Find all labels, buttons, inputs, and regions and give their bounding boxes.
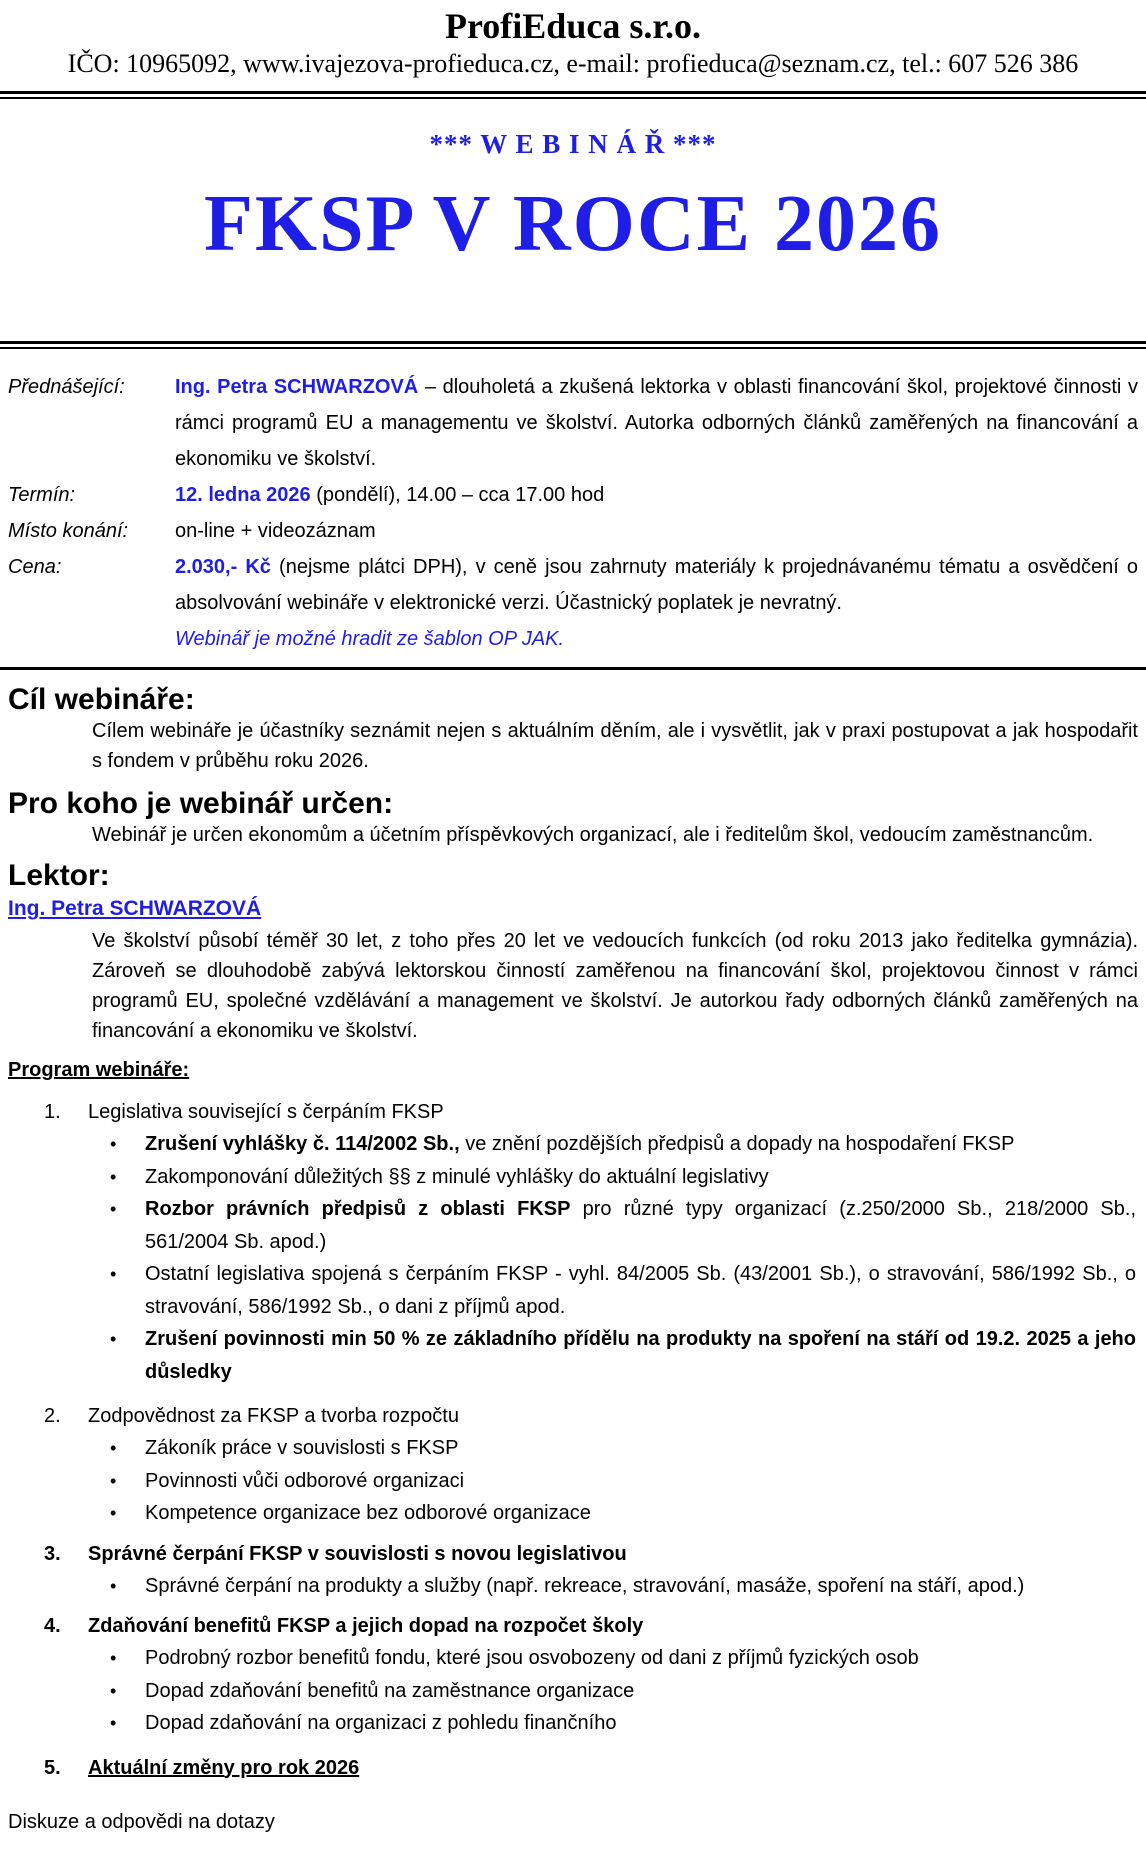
program-item-2-head <box>8 1400 1138 1432</box>
place-value: on-line + videozáznam <box>175 520 376 542</box>
bullet-text-bold: Zrušení vyhlášky č. 114/2002 Sb., <box>145 1133 460 1155</box>
info-row-price <box>8 549 1138 657</box>
item-title: Správné čerpání FKSP v souvislosti s novou legislativou <box>88 1542 627 1565</box>
bullet-text-rest: Ostatní legislativa spojená s čerpáním FKSP - vyhl. 84/2005 Sb. (43/2001 Sb.), o stravování, 586/1992 Sb., o stravování, 586/1992 Sb., o dani z příjmů apod. <box>145 1263 1136 1318</box>
bullet-dot-icon: • <box>110 1503 117 1523</box>
bullet-item <box>8 1642 1138 1675</box>
bullet-dot-icon: • <box>110 1199 117 1219</box>
program-item-5 <box>8 1752 1138 1784</box>
contact-line: IČO: 10965092, www.ivajezova-profieduca.cz, e-mail: profieduca@seznam.cz, tel.: 607 526 386 <box>67 49 1079 78</box>
bullet-dot-icon: • <box>110 1264 117 1284</box>
closing-line: Diskuze a odpovědi na dotazy <box>8 1810 275 1833</box>
bullet-text <box>145 1323 1136 1388</box>
bullet-text-bold: Rozbor právních předpisů z oblasti FKSP <box>145 1198 571 1220</box>
program-item-3-head <box>8 1538 1138 1570</box>
item-number: 5. <box>44 1756 61 1779</box>
bullet-item <box>8 1675 1138 1708</box>
bullet-text-rest: Zakomponování důležitých §§ z minulé vyhlášky do aktuální legislativy <box>145 1165 769 1188</box>
price-value <box>175 549 1138 621</box>
date-details: (pondělí), 14.00 – cca 17.00 hod <box>310 484 605 506</box>
header-divider <box>0 91 1146 99</box>
date-label: Termín: <box>8 484 76 506</box>
program-item-2-bullets <box>8 1432 1138 1530</box>
bullet-item <box>8 1161 1138 1194</box>
item-title: Zodpovědnost za FKSP a tvorba rozpočtu <box>88 1405 459 1427</box>
bullet-text-bold: Zrušení povinnosti min 50 % ze základního přídělu na produkty na spoření na stáří od 19.2. 2025 a jeho důsledky <box>145 1328 1136 1383</box>
program-heading: Program webináře: <box>8 1059 190 1081</box>
section-audience <box>8 787 1138 850</box>
bullet-item <box>8 1323 1138 1388</box>
bullet-text <box>145 1707 1136 1740</box>
program-item-4-head <box>8 1610 1138 1642</box>
bullet-item <box>8 1465 1138 1498</box>
document-header <box>8 6 1138 82</box>
program-item-2 <box>8 1400 1138 1530</box>
company-name: ProfiEduca s.r.o. <box>444 6 702 46</box>
document-title: FKSP V ROCE 2026 <box>203 180 943 268</box>
bullet-text-rest: Správné čerpání na produkty a služby (např. rekreace, stravování, masáže, spoření na stáří, apod.) <box>145 1574 1025 1597</box>
bullet-text <box>145 1193 1136 1258</box>
date-highlight: 12. ledna 2026 <box>175 484 311 506</box>
bullet-text <box>145 1570 1136 1603</box>
lecturer-label: Přednášející: <box>8 376 125 398</box>
program-item-1-head <box>8 1096 1138 1128</box>
lecturer-description: – dlouholetá a zkušená lektorka v oblasti financování škol, projektové činnosti v rámci programů EU a managementu ve školství. Autorka odborných článků zaměřených na financování a ekonomiku ve školství. <box>175 376 1138 470</box>
program-item-4-bullets <box>8 1642 1138 1740</box>
bullet-text <box>145 1128 1136 1161</box>
program-item-5-head <box>8 1752 1138 1784</box>
table-divider <box>0 667 1146 670</box>
audience-heading: Pro koho je webinář určen: <box>8 787 394 820</box>
bullet-item <box>8 1432 1138 1465</box>
item-number: 2. <box>44 1405 61 1427</box>
bullet-item <box>8 1570 1138 1603</box>
price-label: Cena: <box>8 556 62 578</box>
program-item-4 <box>8 1610 1138 1740</box>
lecturer-heading: Lektor: <box>8 859 110 892</box>
bullet-text-rest: Povinnosti vůči odborové organizaci <box>145 1469 465 1492</box>
bullet-text-rest: pro různé typy organizací (z.250/2000 Sb., 218/2000 Sb., 561/2004 Sb. apod.) <box>145 1198 1136 1253</box>
price-cell <box>175 549 1138 657</box>
bullet-dot-icon: • <box>110 1648 117 1668</box>
bullet-text-rest: Dopad zdaňování na organizaci z pohledu finančního <box>145 1712 617 1734</box>
bullet-text-rest: Podrobný rozbor benefitů fondu, které jsou osvobozeny od dani z příjmů fyzických osob <box>145 1647 919 1669</box>
bullet-dot-icon: • <box>110 1329 117 1349</box>
title-divider <box>0 341 1146 349</box>
bullet-item <box>8 1128 1138 1161</box>
bullet-dot-icon: • <box>110 1134 117 1154</box>
webinar-banner: *** W E B I N Á Ř *** <box>429 129 717 159</box>
place-label: Místo konání: <box>8 520 129 542</box>
info-row-date <box>8 477 1138 513</box>
section-lecturer <box>8 859 1138 1046</box>
goal-body: Cílem webináře je účastníky seznámit nejen s aktuálním děním, ale i vysvětlit, jak v praxi postupovat a jak hospodařit s fondem v průběhu roku 2026. <box>92 720 1138 772</box>
item-title: Legislativa související s čerpáním FKSP <box>88 1101 444 1123</box>
lecturer-name-inline: Ing. Petra SCHWARZOVÁ <box>175 376 419 398</box>
item-title: Zdaňování benefitů FKSP a jejich dopad na rozpočet školy <box>88 1615 644 1637</box>
price-highlight: 2.030,- Kč <box>175 556 271 578</box>
program-item-3 <box>8 1538 1138 1603</box>
program-item-3-bullets <box>8 1570 1138 1603</box>
bullet-dot-icon: • <box>110 1470 117 1491</box>
item-number: 4. <box>44 1615 61 1637</box>
program-item-1-bullets <box>8 1128 1138 1388</box>
program-list <box>8 1096 1138 1784</box>
bullet-text-rest: Dopad zdaňování benefitů na zaměstnance organizace <box>145 1679 635 1702</box>
bullet-item <box>8 1193 1138 1258</box>
item-number: 3. <box>44 1542 61 1565</box>
audience-body: Webinář je určen ekonomům a účetním příspěvkových organizací, ale i ředitelům škol, vedoucím zaměstnancům. <box>92 824 1094 846</box>
info-table <box>8 369 1138 657</box>
section-goal <box>8 683 1138 776</box>
bullet-item <box>8 1497 1138 1530</box>
bullet-text-rest: ve znění pozdějších předpisů a dopady na hospodaření FKSP <box>459 1133 1015 1155</box>
goal-heading: Cíl webináře: <box>8 683 195 716</box>
lecturer-name: Ing. Petra SCHWARZOVÁ <box>8 897 262 920</box>
price-note: Webinář je možné hradit ze šablon OP JAK. <box>175 628 565 650</box>
bullet-dot-icon: • <box>110 1680 117 1701</box>
item-number: 1. <box>44 1101 61 1123</box>
item-title: Aktuální změny pro rok 2026 <box>88 1756 360 1779</box>
bullet-text <box>145 1432 1136 1465</box>
bullet-text <box>145 1642 1136 1675</box>
info-row-place <box>8 513 1138 549</box>
bullet-text-rest: Zákoník práce v souvislosti s FKSP <box>145 1437 459 1459</box>
bullet-dot-icon: • <box>110 1166 117 1187</box>
bullet-text <box>145 1465 1136 1498</box>
bullet-item <box>8 1707 1138 1740</box>
bullet-dot-icon: • <box>110 1438 117 1458</box>
lecturer-name-row <box>8 894 1138 924</box>
date-value <box>175 477 1138 513</box>
program-item-1 <box>8 1096 1138 1388</box>
lecturer-value <box>175 369 1138 477</box>
bullet-text-rest: Kompetence organizace bez odborové organizace <box>145 1502 591 1524</box>
bullet-text <box>145 1497 1136 1530</box>
info-row-lecturer <box>8 369 1138 477</box>
bullet-dot-icon: • <box>110 1575 117 1596</box>
bullet-text <box>145 1161 1136 1194</box>
bullet-text <box>145 1258 1136 1323</box>
price-details: (nejsme plátci DPH), v ceně jsou zahrnuty materiály k projednávanému tématu a osvědčení o absolvování webináře v elektronické verzi. Účastnický poplatek je nevratný. <box>175 556 1139 614</box>
bullet-text <box>145 1675 1136 1708</box>
bullet-item <box>8 1258 1138 1323</box>
lecturer-bio: Ve školství působí téměř 30 let, z toho přes 20 let ve vedoucích funkcích (od roku 2013 jako ředitelka gymnázia). Zároveň se dlouhodobě zabývá lektorskou činností zaměřenou na financování škol, projektovou činnost v rámci programů EU, společné vzdělávání a management ve školství. Je autorkou řady odborných článků zaměřených na financování a ekonomiku ve školství. <box>92 930 1138 1042</box>
bullet-dot-icon: • <box>110 1713 117 1733</box>
